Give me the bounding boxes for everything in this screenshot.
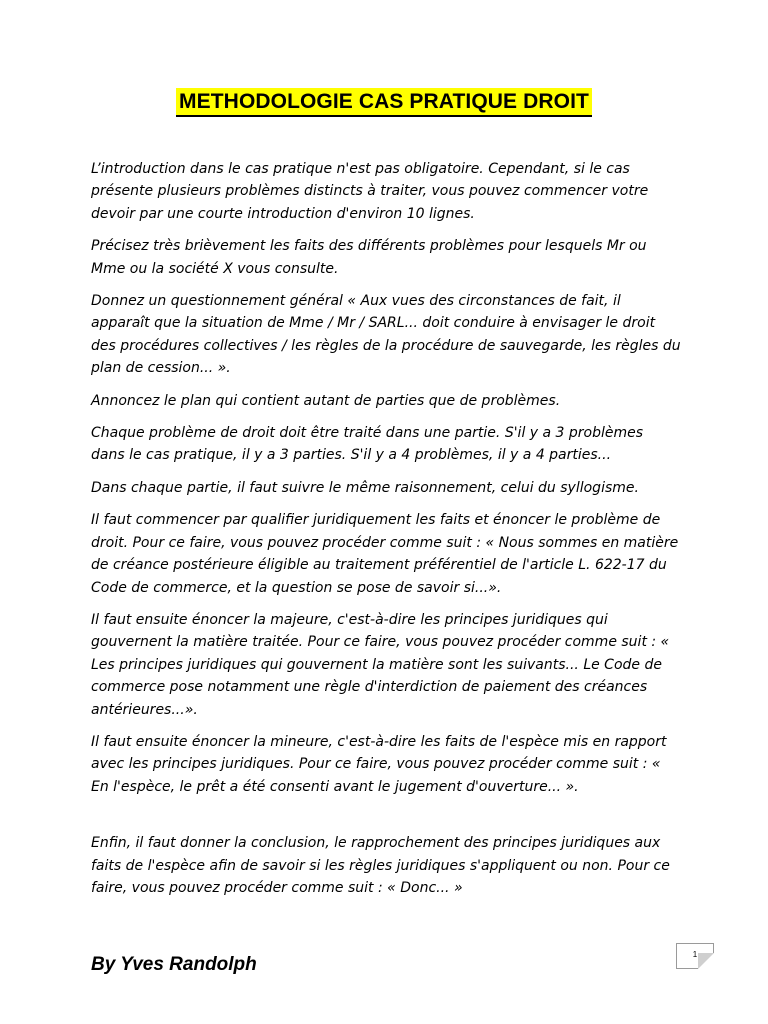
page-number: 1	[692, 950, 698, 959]
author-signature: By Yves Randolph	[91, 954, 257, 975]
paragraph-introduction: L’introduction dans le cas pratique n'est pas obligatoire. Cependant, si le cas présente plusieurs problèmes distincts à traiter, vous pouvez commencer votre devoir par une courte introduction d'environ 10 lignes.	[91, 161, 649, 222]
paragraph-facts: Précisez très brièvement les faits des différents problèmes pour lesquels Mr ou Mme ou la société X vous consulte.	[91, 238, 647, 277]
title-container	[0, 88, 768, 117]
paragraph-major: Il faut ensuite énoncer la majeure, c'est-à-dire les principes juridiques qui gouvernent la matière traitée. Pour ce faire, vous pouvez procéder comme suit : « Les principes juridiques qui gouvernent la matière sont les suivants... Le Code de commerce pose notamment une règle d'interdiction de paiement des créances antérieures...».	[91, 611, 670, 718]
paragraph-parts: Chaque problème de droit doit être traité dans une partie. S'il y a 3 problèmes dans le cas pratique, il y a 3 parties. S'il y a 4 problèmes, il y a 4 parties...	[91, 425, 644, 464]
paragraph-general-question: Donnez un questionnement général « Aux vues des circonstances de fait, il apparaît que la situation de Mme / Mr / SARL... doit conduire à envisager le droit des procédures collectives / les règles de la procédure de sauvegarde, les règles du plan de cession... ».	[91, 293, 681, 377]
page-number-box	[676, 943, 714, 969]
paragraph-conclusion: Enfin, il faut donner la conclusion, le rapprochement des principes juridiques aux faits de l'espèce afin de savoir si les règles juridiques s'appliquent ou non. Pour ce faire, vous pouvez procéder comme suit : « Donc... »	[91, 835, 670, 896]
paragraph-minor: Il faut ensuite énoncer la mineure, c'est-à-dire les faits de l'espèce mis en rapport avec les principes juridiques. Pour ce faire, vous pouvez procéder comme suit : « En l'espèce, le prêt a été consenti avant le jugement d'ouverture... ».	[91, 733, 667, 795]
paragraph-plan: Annoncez le plan qui contient autant de parties que de problèmes.	[91, 392, 561, 409]
paragraph-syllogism: Dans chaque partie, il faut suivre le même raisonnement, celui du syllogisme.	[91, 479, 639, 496]
paragraph-qualification: Il faut commencer par qualifier juridiquement les faits et énoncer le problème de droit. Pour ce faire, vous pouvez procéder comme suit : « Nous sommes en matière de créance postérieure éligible au traitement préférentiel de l'article L. 622-17 du Code de commerce, et la question se pose de savoir si...».	[91, 512, 679, 596]
document-body	[91, 158, 681, 909]
document-title: METHODOLOGIE CAS PRATIQUE DROIT	[176, 88, 592, 117]
